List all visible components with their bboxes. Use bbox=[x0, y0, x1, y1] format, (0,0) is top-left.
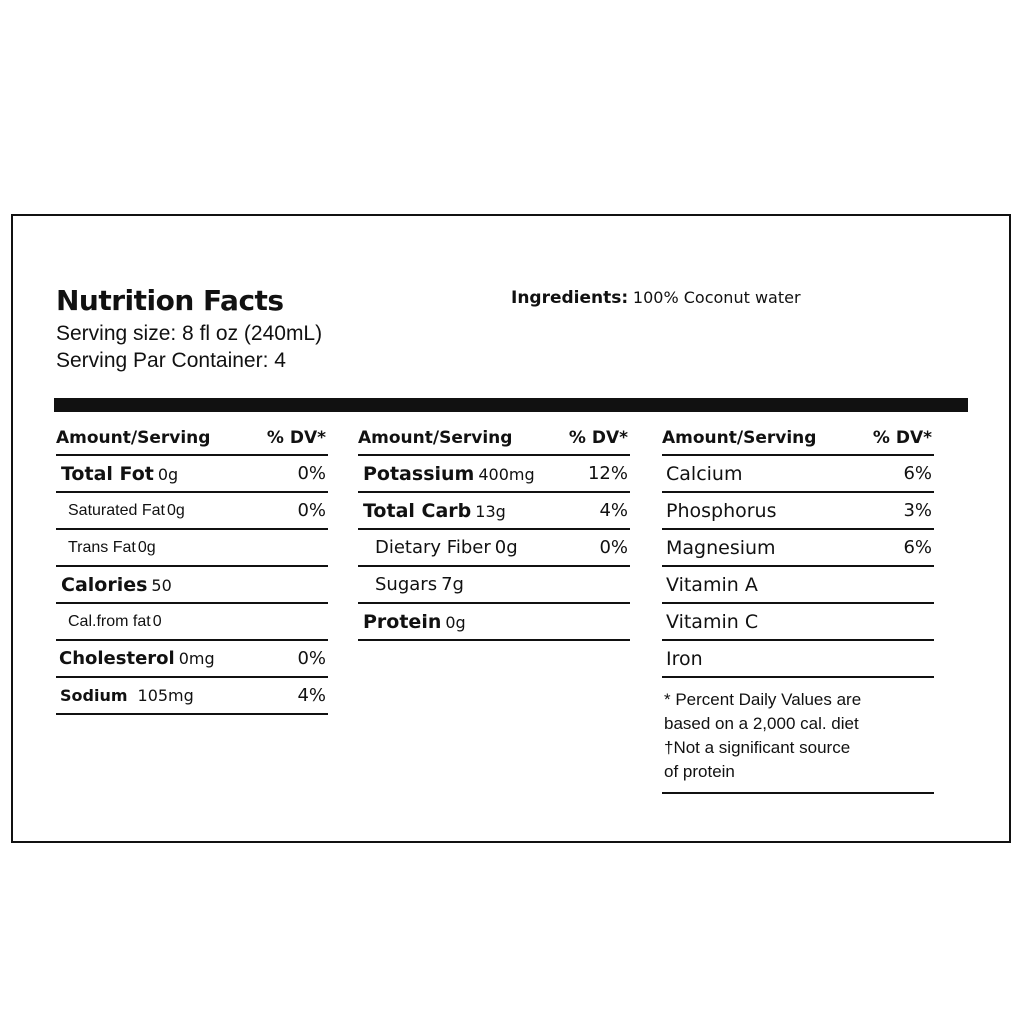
nutrient-row-protein bbox=[358, 604, 630, 641]
nutrient-row-saturated-fat bbox=[56, 493, 328, 530]
footnote-line: based on a 2,000 cal. diet bbox=[664, 714, 859, 733]
nutrient-name: Magnesium bbox=[666, 536, 776, 559]
nutrient-name: Calories bbox=[61, 573, 148, 596]
nutrient-amount: 105mg bbox=[137, 685, 194, 705]
nutrient-amount: 0mg bbox=[178, 649, 215, 668]
nutrient-column-1 bbox=[56, 422, 328, 715]
daily-value-header: % DV* bbox=[266, 428, 326, 448]
nutrient-dv: 0% bbox=[599, 537, 628, 558]
nutrient-row-vitamin-c bbox=[662, 604, 934, 641]
nutrient-dv: 6% bbox=[903, 537, 932, 558]
nutrient-name: Phosphorus bbox=[666, 499, 777, 522]
nutrient-row-magnesium bbox=[662, 530, 934, 567]
amount-serving-header: Amount/Serving bbox=[56, 428, 211, 448]
nutrient-name: Potassium bbox=[363, 462, 475, 485]
nutrient-name: Vitamin A bbox=[666, 573, 758, 596]
nutrient-row-trans-fat bbox=[56, 530, 328, 567]
daily-value-header: % DV* bbox=[872, 428, 932, 448]
nutrient-row-vitamin-a bbox=[662, 567, 934, 604]
daily-value-header: % DV* bbox=[568, 428, 628, 448]
nutrient-name: Calcium bbox=[666, 462, 743, 485]
nutrient-dv: 0% bbox=[297, 500, 326, 521]
nutrient-name: Protein bbox=[363, 610, 442, 633]
amount-serving-header: Amount/Serving bbox=[358, 428, 513, 448]
nutrient-name: Saturated Fat bbox=[68, 501, 165, 519]
nutrient-row-cholesterol bbox=[56, 641, 328, 678]
nutrient-amount: 400mg bbox=[478, 464, 535, 484]
nutrient-name: Cholesterol bbox=[59, 648, 175, 669]
nutrient-row-total-fat bbox=[56, 456, 328, 493]
nutrient-row-sodium bbox=[56, 678, 328, 715]
nutrient-dv: 0% bbox=[297, 648, 326, 669]
nutrient-name: Total Carb bbox=[363, 499, 472, 522]
nutrient-amount: 7g bbox=[441, 574, 464, 595]
nutrient-column-2 bbox=[358, 422, 630, 641]
nutrient-amount: 0g bbox=[137, 538, 156, 556]
nutrient-name: Cal.from fat bbox=[68, 612, 151, 630]
nutrient-row-iron bbox=[662, 641, 934, 678]
nutrient-amount: 0g bbox=[445, 612, 466, 632]
nutrient-name: Vitamin C bbox=[666, 610, 759, 633]
nutrient-row-phosphorus bbox=[662, 493, 934, 530]
nutrient-dv: 0% bbox=[297, 463, 326, 484]
footnote-line: of protein bbox=[664, 762, 735, 781]
nutrient-amount: 50 bbox=[151, 575, 172, 595]
nutrition-facts-title: Nutrition Facts bbox=[56, 284, 284, 317]
nutrient-dv: 3% bbox=[903, 500, 932, 521]
nutrient-name: Iron bbox=[666, 647, 703, 670]
ingredients-value: 100% Coconut water bbox=[632, 288, 801, 307]
serving-size: Serving size: 8 fl oz (240mL) bbox=[56, 322, 323, 345]
amount-serving-header: Amount/Serving bbox=[662, 428, 817, 448]
nutrient-row-dietary-fiber bbox=[358, 530, 630, 567]
ingredients bbox=[511, 288, 801, 308]
nutrient-row-total-carb bbox=[358, 493, 630, 530]
nutrition-label bbox=[11, 214, 1011, 843]
nutrient-name: Dietary Fiber bbox=[375, 537, 491, 558]
nutrient-name: Total Fot bbox=[61, 462, 154, 485]
nutrient-amount: 0g bbox=[494, 537, 518, 558]
daily-value-footnote bbox=[662, 678, 934, 794]
nutrient-name: Trans Fat bbox=[68, 538, 136, 556]
nutrient-dv: 4% bbox=[599, 500, 628, 521]
column-header bbox=[358, 422, 630, 456]
nutrient-row-cal-from-fat bbox=[56, 604, 328, 641]
nutrient-amount: 0g bbox=[166, 501, 185, 519]
thick-divider bbox=[54, 398, 968, 412]
nutrient-dv: 12% bbox=[587, 463, 628, 484]
column-header bbox=[56, 422, 328, 456]
servings-per-container: Serving Par Container: 4 bbox=[56, 349, 286, 372]
nutrient-name: Sodium bbox=[60, 685, 128, 705]
footnote-line: * Percent Daily Values are bbox=[664, 690, 862, 709]
column-header bbox=[662, 422, 934, 456]
nutrient-row-potassium bbox=[358, 456, 630, 493]
ingredients-label: Ingredients: bbox=[511, 288, 629, 308]
footnote-line: †Not a significant source bbox=[664, 738, 851, 757]
nutrient-row-calcium bbox=[662, 456, 934, 493]
nutrient-amount: 0 bbox=[152, 612, 162, 630]
nutrient-dv: 4% bbox=[297, 685, 326, 706]
nutrient-name: Sugars bbox=[375, 574, 438, 595]
nutrient-column-3 bbox=[662, 422, 934, 794]
nutrient-amount: 13g bbox=[475, 501, 506, 521]
nutrient-dv: 6% bbox=[903, 463, 932, 484]
nutrient-amount: 0g bbox=[157, 464, 179, 484]
nutrient-row-sugars bbox=[358, 567, 630, 604]
nutrient-row-calories bbox=[56, 567, 328, 604]
